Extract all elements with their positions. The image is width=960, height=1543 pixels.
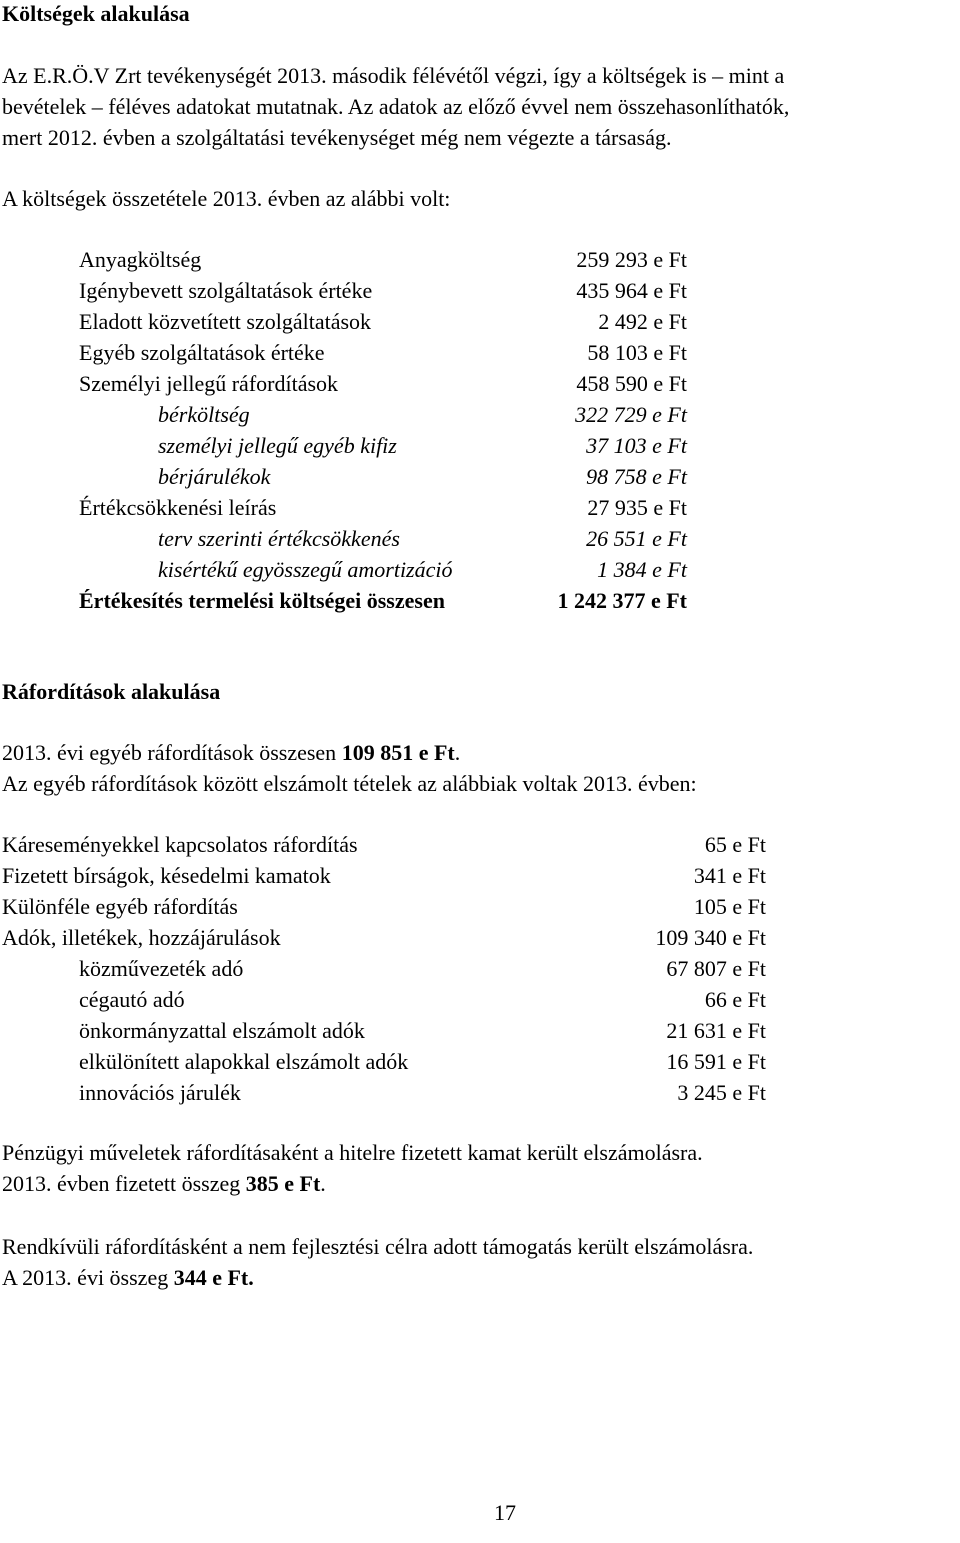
costs-value: 27 935 e Ft: [587, 495, 687, 520]
extraordinary-amount-value: 344 e Ft.: [173, 1265, 254, 1290]
expenses-label: Adók, illetékek, hozzájárulások: [2, 925, 281, 950]
costs-label: Egyéb szolgáltatások értéke: [79, 340, 325, 365]
expenses-value: 65 e Ft: [704, 832, 766, 857]
page-number: 17: [494, 1500, 516, 1525]
costs-label: Igénybevett szolgáltatások értéke: [79, 278, 373, 303]
expenses-value: 21 631 e Ft: [666, 1018, 766, 1043]
costs-sublabel: személyi jellegű egyéb kifiz: [158, 433, 397, 458]
costs-subvalue: 98 758 e Ft: [586, 464, 687, 489]
financial-amount-suffix: .: [320, 1171, 326, 1196]
costs-sublabel: terv szerinti értékcsökkenés: [158, 526, 400, 551]
expenses-sublabel: elkülönített alapokkal elszámolt adók: [79, 1049, 409, 1074]
expenses-sublabel: önkormányzattal elszámolt adók: [79, 1018, 365, 1043]
financial-amount-value: 385 e Ft: [245, 1171, 321, 1196]
costs-subvalue: 1 384 e Ft: [597, 557, 687, 582]
costs-label: Személyi jellegű ráfordítások: [79, 371, 339, 396]
expenses-label: Káreseményekkel kapcsolatos ráfordítás: [2, 832, 358, 857]
expenses-total-line: [2, 742, 460, 764]
expenses-label: Különféle egyéb ráfordítás: [2, 894, 238, 919]
expenses-value: 105 e Ft: [693, 894, 766, 919]
expenses-value: 341 e Ft: [693, 863, 766, 888]
expenses-value: 109 340 e Ft: [655, 925, 766, 950]
paragraph-line: mert 2012. évben a szolgáltatási tevékenységet még nem végezte a társaság.: [2, 125, 672, 150]
costs-value: 2 492 e Ft: [598, 309, 687, 334]
expenses-total-suffix: .: [454, 740, 461, 765]
costs-value: 458 590 e Ft: [576, 371, 687, 396]
financial-amount-line: [2, 1173, 326, 1195]
expenses-value: 67 807 e Ft: [666, 956, 766, 981]
costs-value: 435 964 e Ft: [576, 278, 687, 303]
expenses-sublabel: közművezeték adó: [79, 956, 244, 981]
expenses-label: Fizetett bírságok, késedelmi kamatok: [2, 863, 331, 888]
expenses-value: 66 e Ft: [704, 987, 766, 1012]
expenses-total-prefix: 2013. évi egyéb ráfordítások összesen: [2, 740, 342, 765]
section-heading-expenses: Ráfordítások alakulása: [2, 679, 221, 704]
costs-subvalue: 322 729 e Ft: [575, 402, 687, 427]
costs-label: Anyagköltség: [79, 247, 202, 272]
costs-sublabel: bérköltség: [158, 402, 250, 427]
expenses-sublabel: innovációs járulék: [79, 1080, 241, 1105]
extraordinary-line: Rendkívüli ráfordításként a nem fejlesztési célra adott támogatás került elszámolásra.: [2, 1234, 754, 1259]
costs-label: Eladott közvetített szolgáltatások: [79, 309, 372, 334]
financial-amount-prefix: 2013. évben fizetett összeg: [2, 1171, 246, 1196]
costs-value: 58 103 e Ft: [587, 340, 687, 365]
extraordinary-amount-prefix: A 2013. évi összeg: [2, 1265, 174, 1290]
paragraph-line: bevételek – féléves adatokat mutatnak. Az adatok az előző évvel nem összehasonlíthatók,: [2, 94, 790, 119]
section-heading-costs: Költségek alakulása: [2, 1, 190, 26]
costs-label: Értékcsökkenési leírás: [79, 495, 277, 520]
paragraph-line: Az E.R.Ö.V Zrt tevékenységét 2013. második félévétől végzi, így a költségek is – mint a: [2, 63, 785, 88]
costs-sublabel: kisértékű egyösszegű amortizáció: [158, 557, 453, 582]
expenses-sublabel: cégautó adó: [79, 987, 185, 1012]
financial-line: Pénzügyi műveletek ráfordításaként a hitelre fizetett kamat került elszámolásra.: [2, 1140, 703, 1165]
expenses-intro: Az egyéb ráfordítások között elszámolt tételek az alábbiak voltak 2013. évben:: [2, 771, 697, 796]
costs-sublabel: bérjárulékok: [158, 464, 271, 489]
costs-intro: A költségek összetétele 2013. évben az alábbi volt:: [2, 186, 451, 211]
costs-total-value: 1 242 377 e Ft: [557, 588, 687, 613]
expenses-value: 16 591 e Ft: [666, 1049, 766, 1074]
expenses-total-value: 109 851 e Ft: [341, 740, 455, 765]
expenses-value: 3 245 e Ft: [677, 1080, 766, 1105]
costs-subvalue: 26 551 e Ft: [586, 526, 687, 551]
extraordinary-amount-line: [2, 1267, 254, 1289]
costs-total-label: Értékesítés termelési költségei összesen: [79, 588, 445, 613]
costs-value: 259 293 e Ft: [576, 247, 687, 272]
costs-subvalue: 37 103 e Ft: [586, 433, 687, 458]
